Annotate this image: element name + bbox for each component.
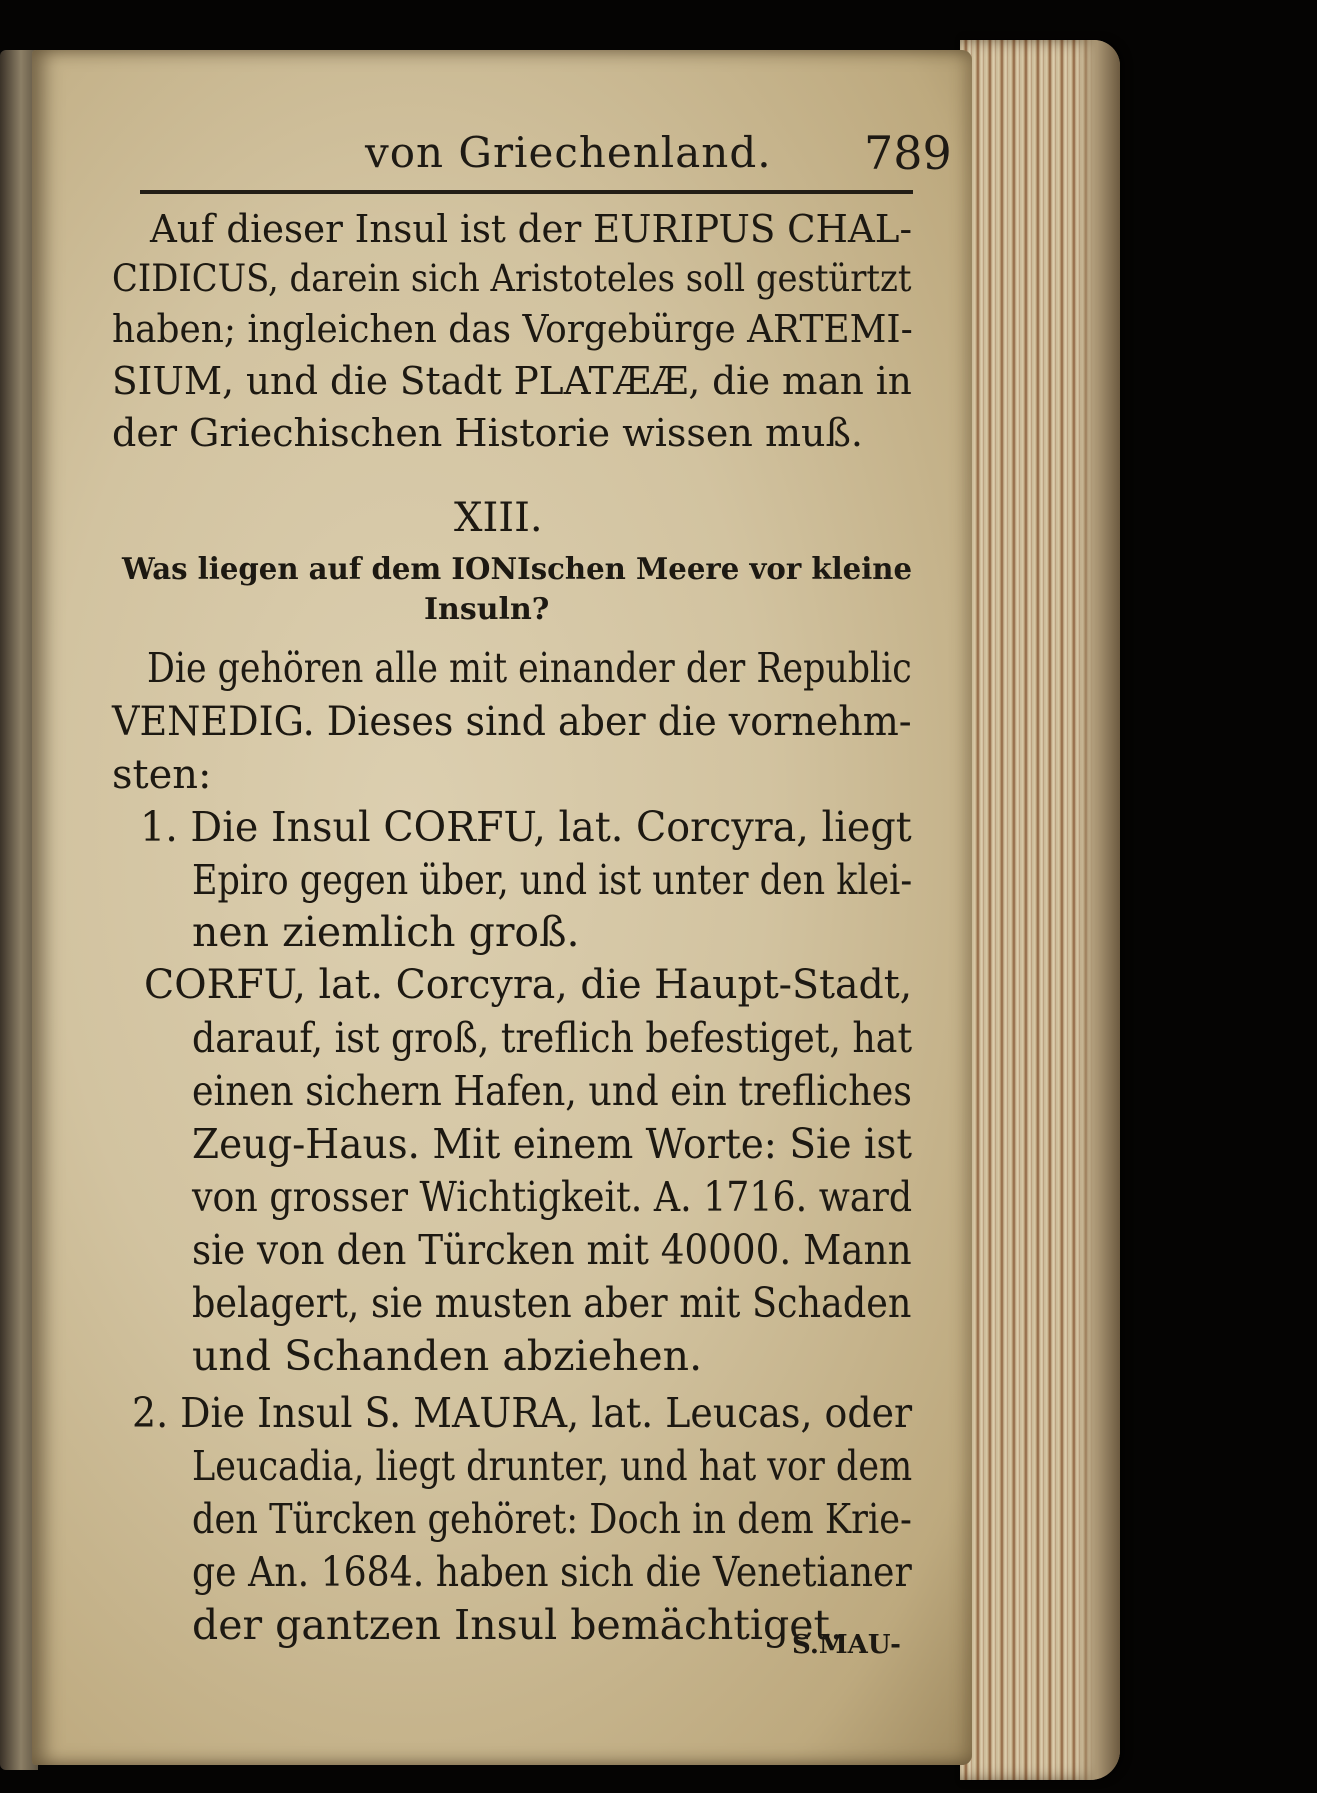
item2-line-1: 2. Die Insul S. MAURA, lat. Leucas, oder [132, 1389, 913, 1437]
corfu-line-3: einen sichern Hafen, und ein trefliches [192, 1067, 912, 1115]
page-number: 789 [864, 126, 952, 180]
answer-line-3: sten: [112, 752, 212, 798]
book [0, 10, 1120, 1785]
page-block-edge [960, 40, 1120, 1780]
corfu-line-1: CORFU, lat. Corcyra, die Haupt-Stadt, [144, 962, 913, 1008]
item2-line-5: der gantzen Insul bemächtiget. [192, 1601, 844, 1649]
section-question-line-2: Insuln? [424, 592, 550, 627]
answer-line-2: VENEDIG. Dieses sind aber die vornehm- [112, 699, 912, 745]
corfu-line-5: von grosser Wichtigkeit. A. 1716. ward [192, 1173, 913, 1221]
corfu-line-7: belagert, sie musten aber mit Schaden [192, 1279, 912, 1327]
corfu-line-2: darauf, ist groß, treflich befestiget, hat [192, 1014, 913, 1062]
item2-line-4: ge An. 1684. haben sich die Venetianer [192, 1548, 912, 1596]
header-rule [140, 190, 913, 194]
intro-line-4: SIUM, und die Stadt PLATÆÆ, die man in [112, 359, 912, 403]
intro-line-3: haben; ingleichen das Vorgebürge ARTEMI- [112, 307, 913, 351]
item2-line-3: den Türcken gehöret: Doch in dem Krie- [192, 1495, 912, 1543]
catchword: S.MAU- [792, 1630, 901, 1660]
intro-line-5: der Griechischen Historie wissen muß. [112, 411, 863, 455]
book-page [32, 50, 972, 1765]
section-question-line-1: Was liegen auf dem IONIschen Meere vor kleine [122, 552, 913, 587]
item1-line-1: 1. Die Insul CORFU, lat. Corcyra, liegt [140, 803, 912, 851]
corfu-line-8: und Schanden abziehen. [192, 1332, 703, 1380]
item1-line-3: nen ziemlich groß. [192, 908, 580, 956]
section-numeral: XIII. [454, 495, 543, 541]
intro-line-2: CIDICUS, darein sich Aristoteles soll gestürtzt [112, 257, 912, 300]
item2-line-2: Leucadia, liegt drunter, und hat vor dem [192, 1442, 913, 1490]
corfu-line-6: sie von den Türcken mit 40000. Mann [192, 1226, 912, 1274]
corfu-line-4: Zeug-Haus. Mit einem Worte: Sie ist [192, 1120, 912, 1168]
answer-line-1: Die gehören alle mit einander der Republic [147, 644, 912, 692]
item1-line-2: Epiro gegen über, und ist unter den klei- [192, 856, 913, 904]
intro-line-1: Auf dieser Insul ist der EURIPUS CHAL- [150, 207, 913, 251]
running-head: von Griechenland. [365, 128, 772, 177]
